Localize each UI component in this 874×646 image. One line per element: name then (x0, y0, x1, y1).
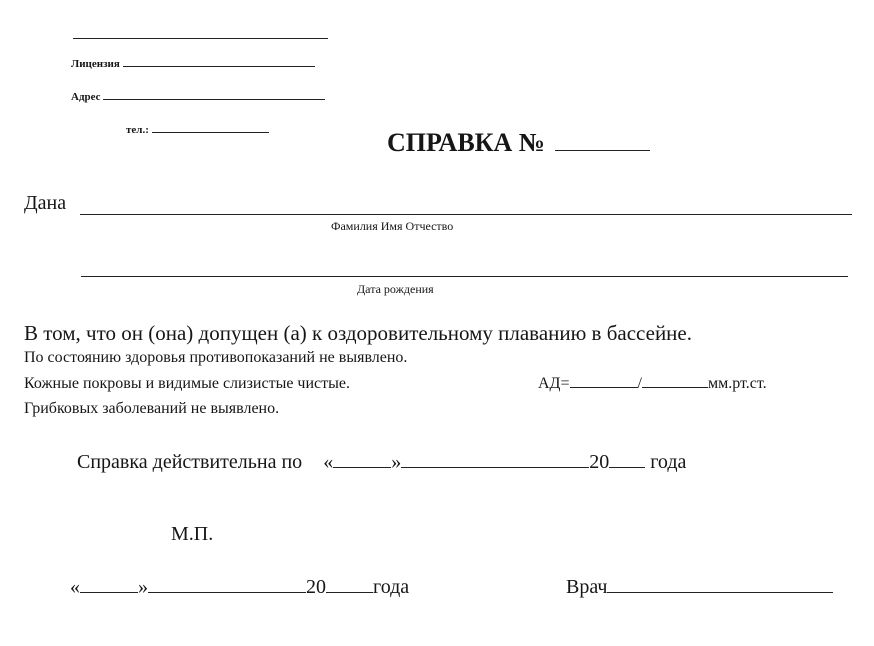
header-top-line[interactable] (73, 38, 328, 39)
bp-unit: мм.рт.ст. (707, 375, 767, 392)
birth-date-caption: Дата рождения (357, 282, 434, 296)
footer-month-field[interactable] (148, 591, 306, 593)
validity-text: Справка действительна по (77, 451, 303, 473)
footer-year-prefix: 20 (306, 576, 326, 598)
doctor-signature-row (566, 576, 833, 599)
validity-year-field[interactable] (609, 466, 645, 468)
bp-label: АД= (538, 375, 570, 392)
footer-quote-close: » (138, 576, 148, 598)
footer-day-field[interactable] (80, 591, 138, 593)
title-text: СПРАВКА № (387, 128, 545, 157)
address-label: Адрес (71, 91, 101, 103)
blood-pressure-row (538, 375, 767, 393)
address-row (71, 91, 325, 103)
full-name-caption: Фамилия Имя Отчество (331, 219, 454, 233)
issued-to-label: Дана (24, 192, 67, 214)
footer-quote-open: « (70, 576, 80, 598)
skin-statement: Кожные покровы и видимые слизистые чистые. (24, 375, 350, 392)
phone-label: тел.: (126, 124, 149, 136)
stamp-label: М.П. (171, 523, 214, 545)
footer-year-suffix: года (373, 576, 410, 598)
bp-diastolic-field[interactable] (642, 386, 708, 388)
full-name-field[interactable] (80, 214, 852, 215)
fungal-statement: Грибковых заболеваний не выявлено. (24, 400, 280, 417)
license-field[interactable] (123, 65, 315, 67)
bp-systolic-field[interactable] (570, 386, 638, 388)
footer-year-field[interactable] (326, 591, 373, 593)
certificate-number-field[interactable] (555, 149, 650, 151)
address-field[interactable] (103, 98, 325, 100)
health-statement: По состоянию здоровья противопоказаний не выявлено. (24, 349, 408, 366)
bp-separator: / (637, 375, 642, 392)
license-label: Лицензия (71, 58, 120, 70)
validity-quote-open: « (323, 451, 334, 473)
validity-quote-close: » (391, 451, 402, 473)
page-title (387, 128, 650, 158)
validity-year-suffix: года (650, 451, 687, 473)
footer-date-row (70, 576, 409, 599)
validity-day-field[interactable] (333, 466, 391, 468)
license-row (71, 58, 315, 70)
phone-row (126, 124, 269, 136)
birth-date-field[interactable] (81, 276, 848, 277)
validity-row (77, 451, 686, 474)
validity-month-field[interactable] (401, 466, 589, 468)
doctor-signature-field[interactable] (607, 591, 833, 593)
phone-field[interactable] (152, 131, 269, 133)
doctor-label: Врач (566, 576, 608, 598)
admission-statement: В том, что он (она) допущен (а) к оздоровительному плаванию в бассейне. (24, 321, 692, 345)
validity-year-prefix: 20 (589, 451, 610, 473)
